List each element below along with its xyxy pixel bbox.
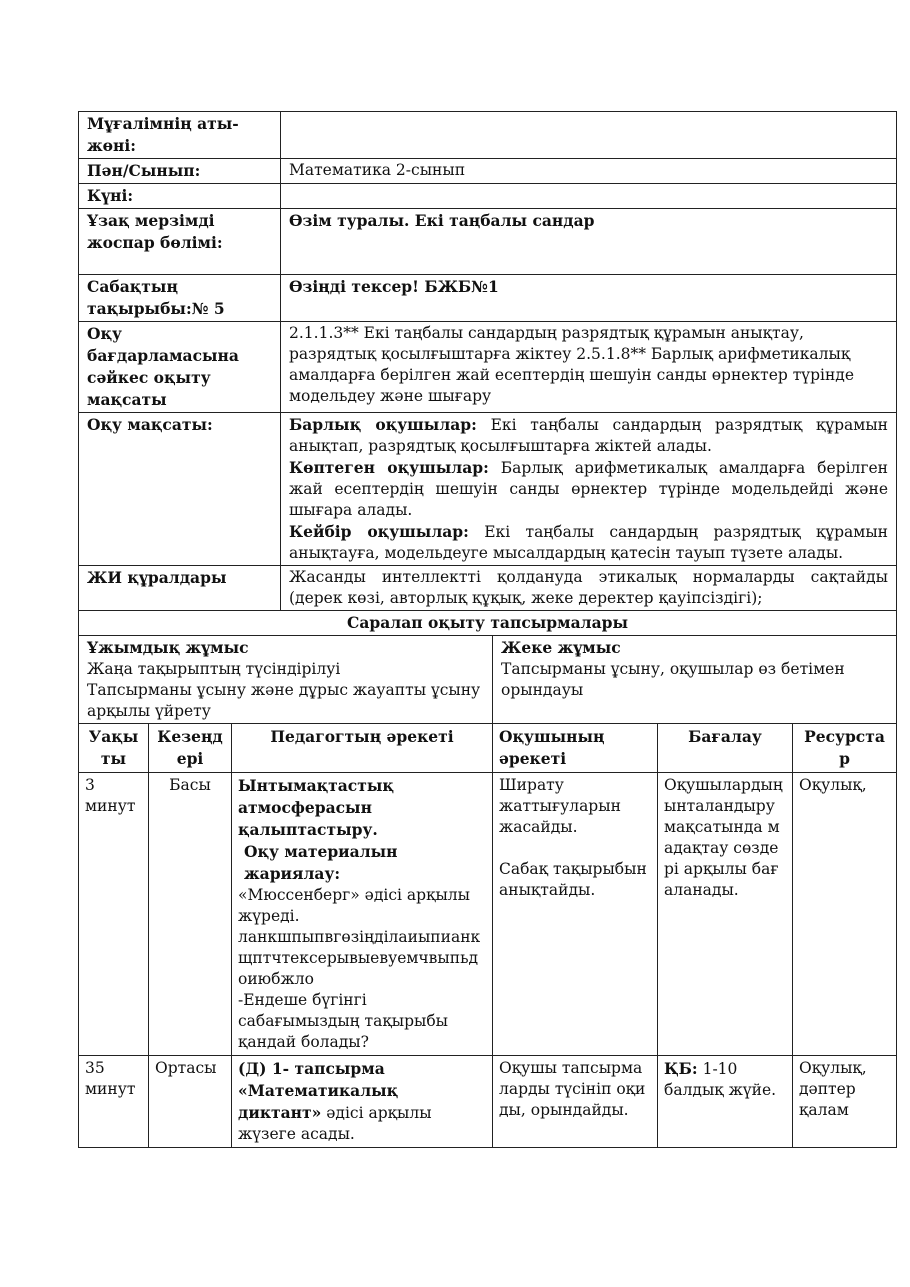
header-stage: Кезеңдері [149,724,232,773]
lesson-header-row [79,724,897,773]
goals-value [281,413,897,566]
topic-label: Сабақтың тақырыбы:№ 5 [79,275,281,322]
header-assessment: Бағалау [658,724,793,773]
group-work-line-2: Тапсырманы ұсыну және дұрыс жауапты ұсыну арқылы үйрету [87,681,481,720]
lesson-plan-page [78,111,896,1148]
row1-time: 3 минут [79,773,149,1056]
individual-work-line-1: Тапсырманы ұсыну, оқушылар өз бетімен орындауы [501,660,845,699]
goal-many: Көптеген оқушылар: Барлық арифметикалық амалдарға берілген жай есептердің шешуін санды өрнектер түрінде модельдейді және шығара алады. [289,458,889,519]
header-resources: Ресурстар [793,724,897,773]
row2-stage: Ортасы [149,1056,232,1148]
goal-some: Кейбір оқушылар: Екі таңбалы сандардың разрядтық құрамын анықтауға, модельдеуге мысалдардың қатесін тауып түзете алады. [289,522,888,562]
header-student-action: Оқушының әрекеті [493,724,658,773]
row1-teacher-bold-1: Ынтымақтастық атмосферасын қалыптастыру. [238,776,394,839]
group-work-cell [79,636,493,724]
date-row [79,184,897,209]
ai-tools-row [79,566,897,611]
lesson-table [78,723,897,1148]
ai-tools-value: Жасанды интеллектті қолдануда этикалық нормаларды сақтайды (дерек көзі, авторлық құқық, жеке деректер қауіпсіздігі); [281,566,897,611]
row1-resources: Оқулық, [793,773,897,1056]
row1-teacher-text-2: ланкшпыпвгөзіңділаиыпианкщптчтексерывыевуемчвыпьдоиюбжло [238,928,481,988]
work-types-row [79,636,897,724]
row1-teacher-text-1: «Мюссенберг» әдісі арқылы жүреді. [238,886,470,925]
program-value: 2.1.1.3** Екі таңбалы сандардың разрядтық құрамын анықтау, разрядтық қосылғыштарға жіктеу 2.5.1.8** Барлық арифметикалық амалдарға берілген жай есептердің шешуін санды өрнектер түрінде модельдеу және шығару [281,322,897,413]
individual-work-cell [493,636,897,724]
row1-stage: Басы [149,773,232,1056]
lesson-row-start [79,773,897,1056]
differentiation-header-row [79,611,897,636]
row2-assessment: ҚБ: 1-10 балдық жүйе. [658,1056,793,1148]
program-label: Оқу бағдарламасына сәйкес оқыту мақсаты [79,322,281,413]
row1-student-action [493,773,658,1056]
goals-row [79,413,897,566]
subject-label: Пән/Сынып: [79,159,281,184]
long-term-row [79,209,897,275]
date-label: Күні: [79,184,281,209]
row1-student-spacer [499,838,651,859]
date-value[interactable] [281,184,897,209]
lesson-row-middle [79,1056,897,1148]
individual-work-title: Жеке жұмыс [501,638,621,657]
row1-teacher-action [232,773,493,1056]
row2-resources: Оқулық, дәптер қалам [793,1056,897,1148]
subject-value: Математика 2-сынып [281,159,897,184]
row2-teacher-action: (Д) 1- тапсырма «Математикалық диктант» әдісі арқылы жүзеге асады. [232,1056,493,1148]
topic-row [79,275,897,322]
group-work-line-1: Жаңа тақырыптың түсіндірілуі [87,660,341,678]
info-table [78,111,897,636]
row2-student-action: Оқушы тапсырмаларды түсініп оқиды, орындайды. [493,1056,658,1148]
goal-all: Барлық оқушылар: Екі таңбалы сандардың разрядтық құрамын анықтап, разрядтық қосылғыштарға жіктей алады. [289,415,888,455]
header-teacher-action: Педагогтың әрекеті [232,724,493,773]
work-types-table [78,635,897,724]
teacher-row [79,112,897,159]
program-row [79,322,897,413]
header-time: Уақыты [79,724,149,773]
goals-label: Оқу мақсаты: [79,413,281,566]
row2-time: 35 минут [79,1056,149,1148]
row1-teacher-text-3: -Ендеше бүгінгі сабағымыздың тақырыбы қандай болады? [238,991,449,1051]
teacher-value[interactable] [281,112,897,159]
differentiation-header: Саралап оқыту тапсырмалары [79,611,897,636]
long-term-value: Өзім туралы. Екі таңбалы сандар [281,209,897,275]
long-term-label: Ұзақ мерзімді жоспар бөлімі: [79,209,281,275]
row1-student-text-1: Ширату жаттығуларын жасайды. [499,776,621,836]
row1-student-text-2: Сабақ тақырыбын анықтайды. [499,860,647,899]
row1-assessment: Оқушылардың ынталандыру мақсатында мадақтау сөздері арқылы бағаланады. [658,773,793,1056]
subject-row [79,159,897,184]
group-work-title: Ұжымдық жұмыс [87,638,249,657]
row1-teacher-bold-2: Оқу материалын жариялау: [244,842,398,883]
ai-tools-label: ЖИ құралдары [79,566,281,611]
teacher-label: Мұғалімнің аты-жөні: [79,112,281,159]
topic-value: Өзіңді тексер! БЖБ№1 [281,275,897,322]
